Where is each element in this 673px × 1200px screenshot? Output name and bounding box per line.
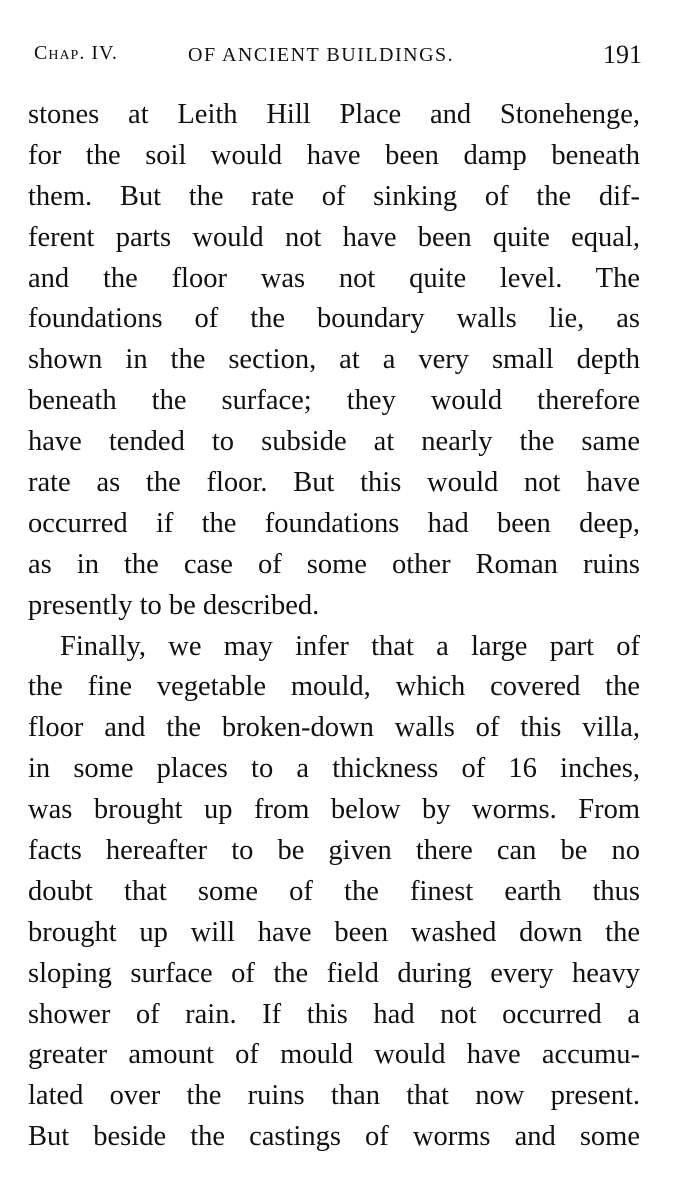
text-line: presently to be described.: [28, 589, 320, 621]
text-line: greater amount of mould would have accumu-: [28, 1039, 640, 1071]
text-line: doubt that some of the finest earth thus: [28, 875, 640, 907]
text-line: facts hereafter to be given there can be no: [28, 835, 640, 867]
text-line: ferent parts would not have been quite equal,: [28, 221, 640, 253]
text-line: But beside the castings of worms and some: [28, 1121, 640, 1153]
text-line: them. But the rate of sinking of the dif-: [28, 180, 640, 212]
text-line: Finally, we may infer that a large part of: [60, 630, 640, 662]
running-head: [28, 38, 648, 78]
text-line: was brought up from below by worms. From: [28, 794, 640, 826]
text-line: lated over the ruins than that now present.: [28, 1080, 640, 1112]
text-line: floor and the broken-down walls of this villa,: [28, 712, 640, 744]
text-line: have tended to subside at nearly the same: [28, 426, 640, 458]
text-line: foundations of the boundary walls lie, as: [28, 303, 640, 335]
text-line: as in the case of some other Roman ruins: [28, 548, 640, 580]
text-line: sloping surface of the field during every heavy: [28, 957, 640, 989]
page-number: 191: [603, 40, 642, 69]
text-line: for the soil would have been damp beneath: [28, 139, 640, 171]
text-line: stones at Leith Hill Place and Stonehenge,: [28, 99, 640, 130]
text-line: beneath the surface; they would therefore: [28, 385, 640, 417]
chapter-title: OF ANCIENT BUILDINGS.: [188, 44, 455, 66]
text-line: shown in the section, at a very small depth: [28, 344, 640, 376]
text-line: shower of rain. If this had not occurred a: [28, 998, 640, 1030]
body-text: [28, 95, 640, 1158]
text-line: brought up will have been washed down the: [28, 916, 640, 948]
text-line: the fine vegetable mould, which covered the: [28, 671, 640, 703]
text-line: occurred if the foundations had been deep,: [28, 507, 640, 539]
text-line: rate as the floor. But this would not have: [28, 467, 640, 499]
chapter-label: Chap. IV.: [34, 42, 118, 64]
text-line: and the floor was not quite level. The: [28, 262, 640, 294]
text-line: in some places to a thickness of 16 inches,: [28, 753, 640, 785]
